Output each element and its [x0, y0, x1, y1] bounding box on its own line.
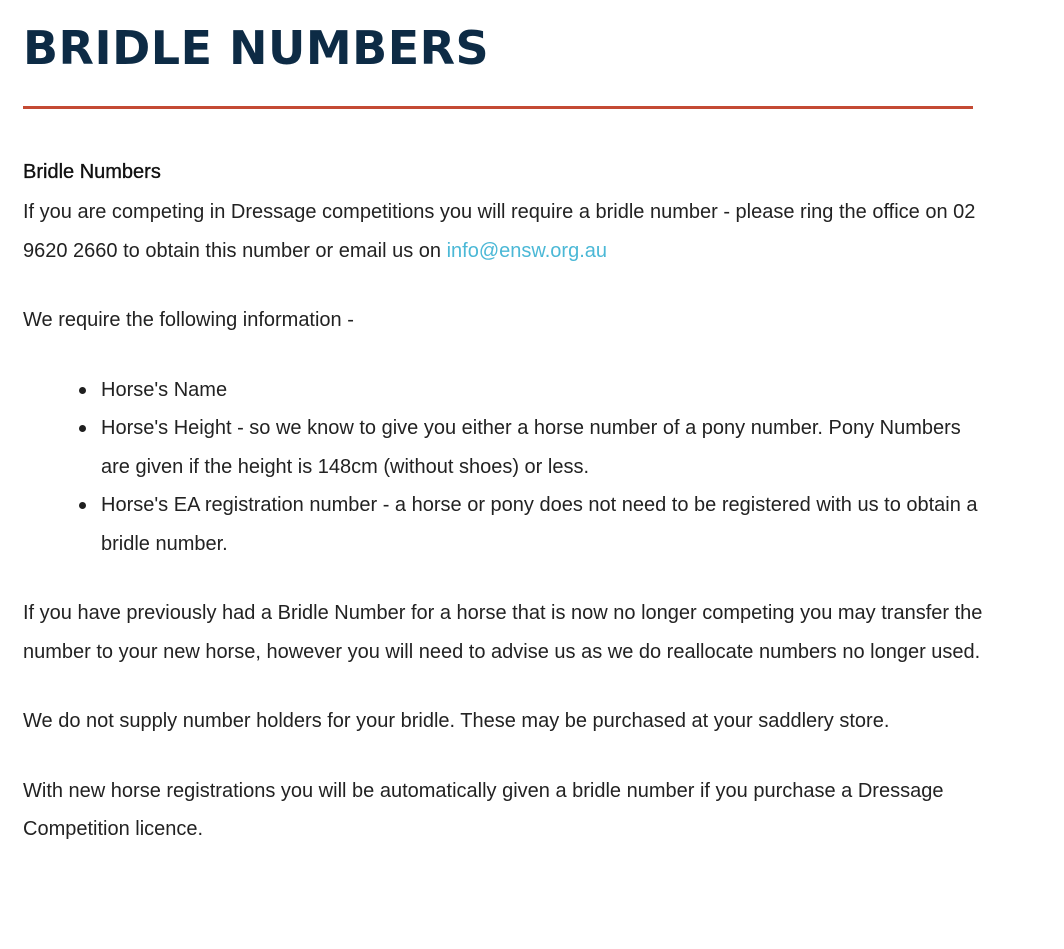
list-item: [101, 371, 983, 410]
list-item: [101, 409, 983, 486]
section-heading: Bridle Numbers: [23, 161, 161, 183]
requirements-intro: We require the following information -: [23, 309, 354, 331]
list-item-text: Horse's Height - so we know to give you either a horse number of a pony number. Pony Numbers are given if the height is 148cm (without shoes) or less.: [101, 417, 961, 478]
list-item: [101, 486, 983, 563]
list-item-text: Horse's Name: [101, 378, 228, 401]
intro-text: If you are competing in Dressage competitions you will require a bridle number - please ring the office on 02 9620 2660 to obtain this number or email us on: [23, 201, 976, 262]
content-area: [23, 0, 983, 849]
email-link[interactable]: info@ensw.org.au: [446, 239, 608, 262]
page-title: BRIDLE NUMBERS: [23, 21, 490, 75]
bullet-icon: [79, 387, 86, 394]
requirements-list: [23, 371, 983, 564]
bullet-icon: [79, 502, 86, 509]
holders-paragraph: We do not supply number holders for your bridle. These may be purchased at your saddlery store.: [23, 710, 890, 732]
transfer-paragraph: If you have previously had a Bridle Number for a horse that is now no longer competing you may transfer the number to your new horse, however you will need to advise us as we do reallocate numbers no longer used.: [23, 602, 983, 663]
list-item-text: Horse's EA registration number - a horse or pony does not need to be registered with us to obtain a bridle number.: [101, 494, 978, 555]
intro-paragraph: [23, 193, 983, 270]
registration-paragraph: With new horse registrations you will be automatically given a bridle number if you purchase a Dressage Competition licence.: [23, 779, 944, 840]
title-divider: [23, 106, 973, 109]
bullet-icon: [79, 425, 86, 432]
